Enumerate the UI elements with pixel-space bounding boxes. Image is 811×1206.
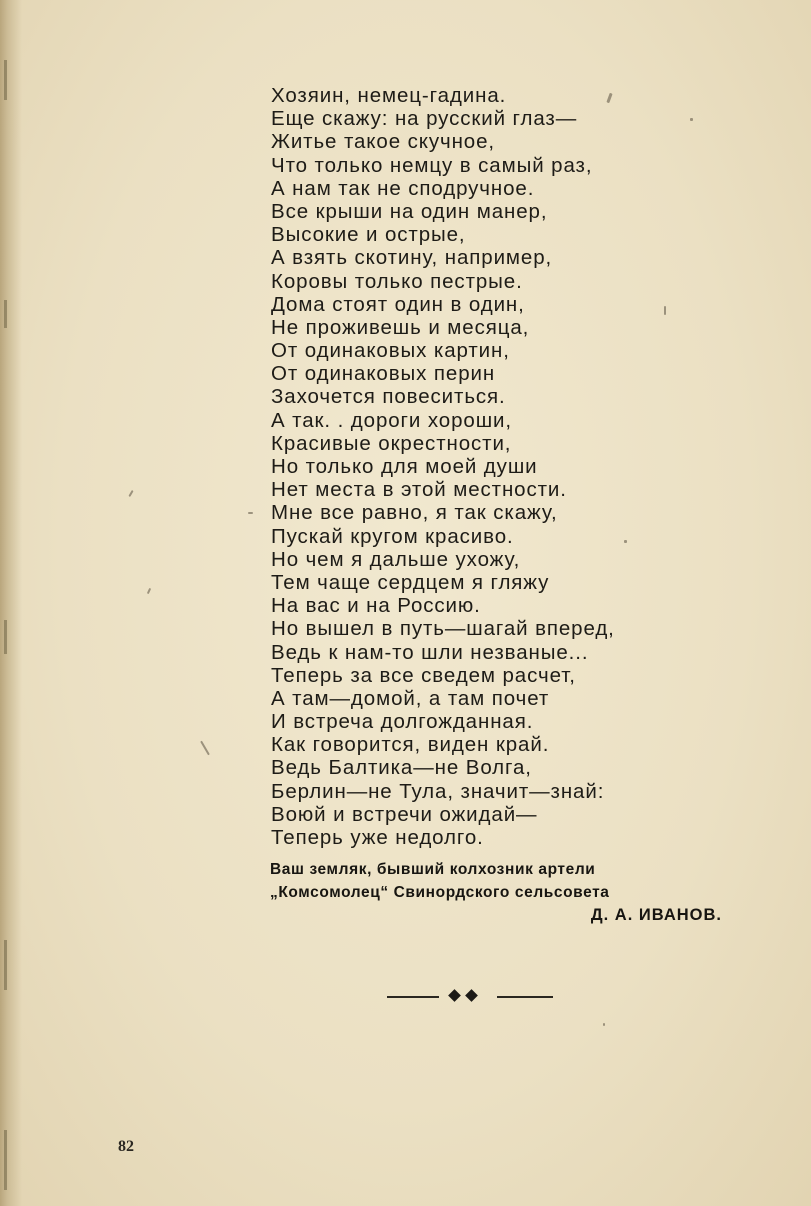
edge-wear-mark [4, 940, 7, 990]
page-binding-edge [0, 0, 22, 1206]
edge-wear-mark [4, 60, 7, 100]
author-signature [270, 858, 722, 927]
poem [271, 84, 701, 849]
edge-wear-mark [4, 620, 7, 654]
poem-line: А взять скотину, например, [271, 246, 553, 270]
edge-wear-mark [4, 300, 7, 328]
poem-line: От одинаковых картин, [271, 339, 510, 363]
poem-line: Берлин—не Тула, значит—знай: [271, 779, 605, 803]
print-speck [147, 588, 151, 594]
poem-line: Но только для моей души [271, 455, 538, 478]
poem-line: А нам так не сподручное. [271, 176, 535, 200]
print-speck [690, 118, 693, 121]
poem-line: Коровы только пестрые. [271, 269, 523, 293]
poem-line: Как говорится, виден край. [271, 733, 550, 757]
signature-line: Ваш земляк, бывший колхозник артели [270, 861, 596, 878]
poem-line: Красивые окрестности, [271, 431, 512, 455]
poem-line: Но вышел в путь—шагай вперед, [271, 617, 615, 641]
poem-line: На вас и на Россию. [271, 594, 481, 618]
print-speck [603, 1023, 605, 1026]
poem-line: Все крыши на один манер, [271, 199, 548, 223]
poem-line: Дома стоят один в один, [271, 292, 525, 316]
divider-rule [497, 996, 553, 998]
poem-line: Житье такое скучное, [271, 130, 496, 154]
poem-line: Еще скажу: на русский глаз— [271, 107, 578, 131]
poem-line: Пускай кругом красиво. [271, 524, 514, 548]
poem-line: Но чем я дальше ухожу, [271, 547, 521, 571]
poem-line: Нет места в этой местности. [271, 478, 567, 502]
author-name: Д. А. ИВАНОВ. [590, 906, 722, 924]
signature-line: „Комсомолец“ Свинордского сельсовета [270, 884, 610, 901]
poem-line: А так. . дороги хороши, [271, 408, 512, 432]
poem-line: От одинаковых перин [271, 362, 496, 386]
poem-line: Хозяин, немец-гадина. [271, 84, 507, 107]
diamond-icon [448, 989, 461, 1002]
poem-line: Что только немцу в самый раз, [271, 153, 593, 177]
print-speck [128, 490, 133, 497]
print-speck [664, 306, 666, 315]
poem-line: Тем чаще сердцем я гляжу [271, 570, 550, 594]
poem-line: Не проживешь и месяца, [271, 315, 530, 339]
page-number: 82 [118, 1138, 134, 1155]
poem-line: И встреча долгожданная. [271, 710, 534, 734]
edge-wear-mark [4, 1130, 7, 1190]
poem-line: Захочется повеситься. [271, 385, 506, 409]
poem-line: А там—домой, а там почет [271, 686, 550, 710]
poem-line: Ведь к нам-то шли незваные... [271, 640, 589, 664]
print-speck [248, 512, 253, 514]
poem-line: Воюй и встречи ожидай— [271, 802, 538, 826]
print-speck [624, 540, 627, 543]
divider-rule [387, 996, 439, 998]
diamond-icon [465, 989, 478, 1002]
poem-line: Ведь Балтика—не Волга, [271, 756, 532, 780]
poem-line: Теперь уже недолго. [271, 826, 484, 849]
print-speck [200, 741, 210, 756]
poem-line: Теперь за все сведем расчет, [271, 663, 576, 687]
section-divider-ornament [387, 987, 553, 1007]
poem-line: Мне все равно, я так скажу, [271, 501, 558, 525]
poem-line: Высокие и острые, [271, 223, 466, 247]
